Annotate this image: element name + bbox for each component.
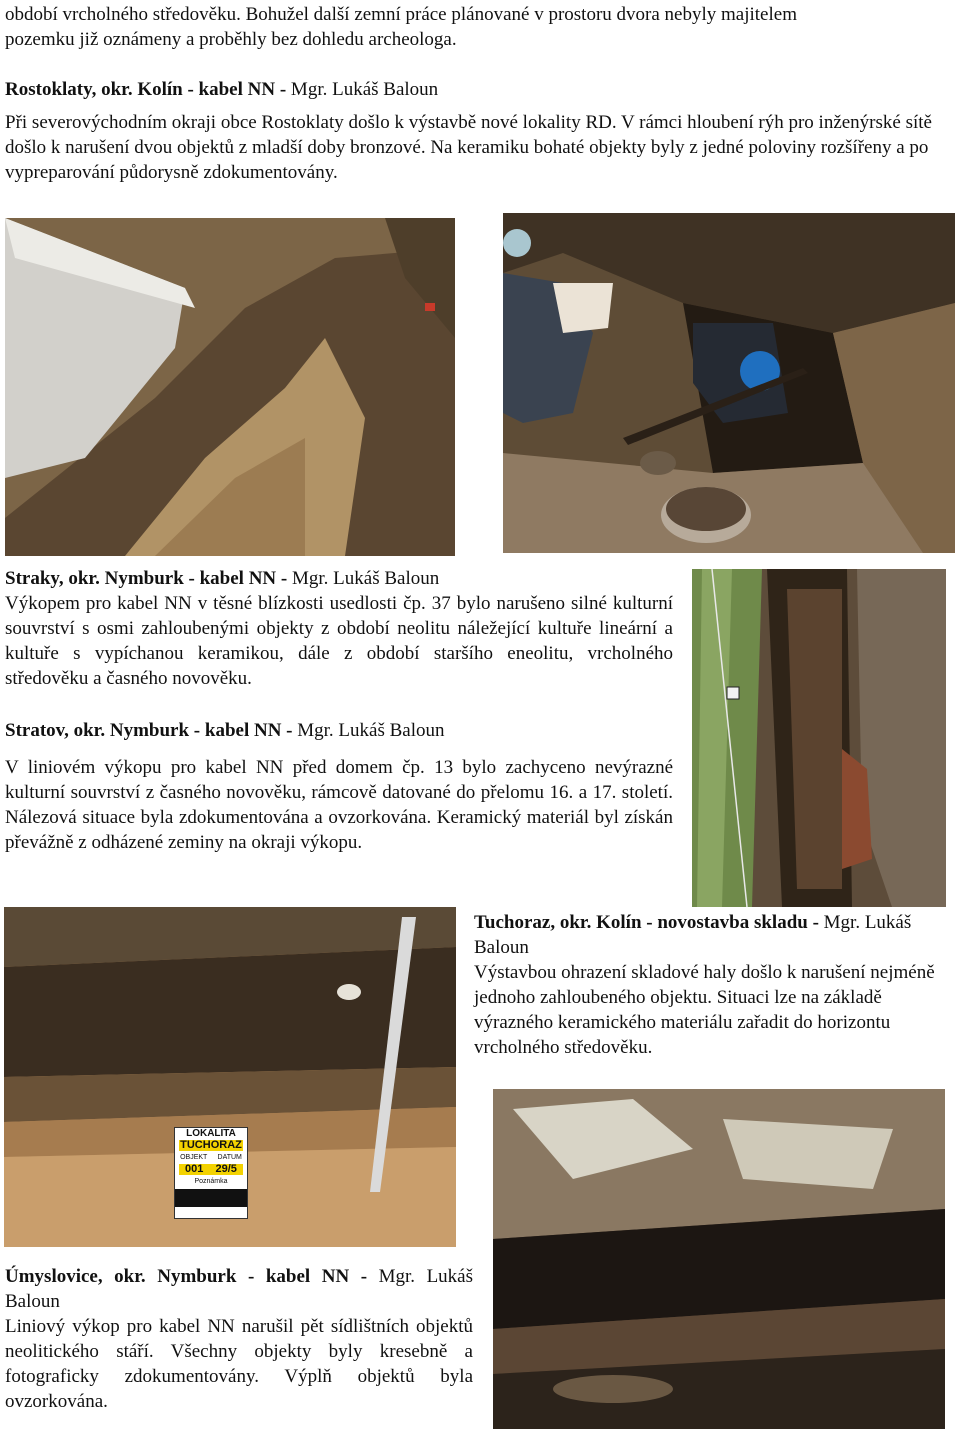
section-stratov (5, 718, 673, 855)
section-straky (5, 566, 673, 691)
label-card-black-strip (175, 1189, 247, 1207)
label-card-note: Poznámka (194, 1178, 228, 1185)
section-heading: Straky, okr. Nymburk - kabel NN - Mgr. Lukáš Baloun (5, 568, 440, 589)
intro-line-2: pozemku již oznámeny a proběhly bez dohledu archeologa. (5, 29, 457, 50)
section-body: V liniovém výkopu pro kabel NN před domem čp. 13 bylo zachyceno nevýrazné kulturní souvrství z časného novověku, rámcově datované do přelomu 16. a 17. století. Nálezová situace byla zdokumentována a ovzorkována. Keramický materiál byl získán převážně z odházené zeminy na okraji výkopu. (5, 757, 673, 853)
section-body: Liniový výkop pro kabel NN narušil pět sídlištních objektů neolitického stáří. Všechny objekty byly kresebně a fotograficky zdokumentovány. Výplň objektů byla ovzorkována. (5, 1316, 473, 1412)
photo-tuchoraz-profile (4, 907, 456, 1247)
section-heading: Stratov, okr. Nymburk - kabel NN - Mgr. Lukáš Baloun (5, 720, 445, 741)
section-umyslovice (5, 1264, 473, 1414)
intro-text (5, 2, 945, 52)
photo-rostoklaty-pit (503, 213, 955, 553)
label-card-object-value: 001 (185, 1163, 204, 1175)
intro-line-1: období vrcholného středověku. Bohužel další zemní práce plánované v prostoru dvora nebyly majitelem (5, 4, 797, 25)
section-heading: Úmyslovice, okr. Nymburk - kabel NN - Mgr. Lukáš Baloun (5, 1266, 473, 1312)
photo-straky-trench (692, 569, 946, 907)
section-body: Výkopem pro kabel NN v těsné blízkosti usedlosti čp. 37 bylo narušeno silné kulturní souvrství s osmi zahloubenými objekty z období neolitu náležející kultuře lineární a kultuře s vypíchanou keramikou, dále z období staršího eneolitu, vrcholného středověku a časného novověku. (5, 593, 673, 689)
section-heading: Rostoklaty, okr. Kolín - kabel NN - Mgr. Lukáš Baloun (5, 79, 439, 100)
label-card-values (179, 1164, 243, 1175)
label-card-field-labels (175, 1152, 247, 1163)
label-card-date-value: 29/5 (215, 1163, 237, 1175)
photo-rostoklaty-trench (5, 218, 455, 556)
label-card (174, 1127, 248, 1219)
label-card-title: LOKALITA (186, 1128, 236, 1139)
photo-umyslovice-trench (493, 1089, 945, 1429)
label-card-site: TUCHORAZ (180, 1139, 242, 1151)
section-tuchoraz (474, 910, 942, 1060)
section-body: Při severovýchodním okraji obce Rostoklaty došlo k výstavbě nové lokality RD. V rámci hloubení rýh pro inženýrské sítě došlo k narušení dvou objektů z mladší doby bronzové. Na keramiku bohaté objekty byly z jedné poloviny rozšířeny a po vypreparování půdorysně zdokumentovány. (5, 112, 932, 183)
section-rostoklaty (5, 77, 945, 185)
label-card-date-label: DATUM (217, 1154, 242, 1161)
label-card-object-label: OBJEKT (180, 1154, 208, 1161)
section-body: Výstavbou ohrazení skladové haly došlo k narušení nejméně jednoho zahloubeného objektu. Situaci lze na základě výrazného keramického materiálu zařadit do horizontu vrcholného středověku. (474, 962, 935, 1058)
section-heading: Tuchoraz, okr. Kolín - novostavba skladu - Mgr. Lukáš Baloun (474, 912, 912, 958)
